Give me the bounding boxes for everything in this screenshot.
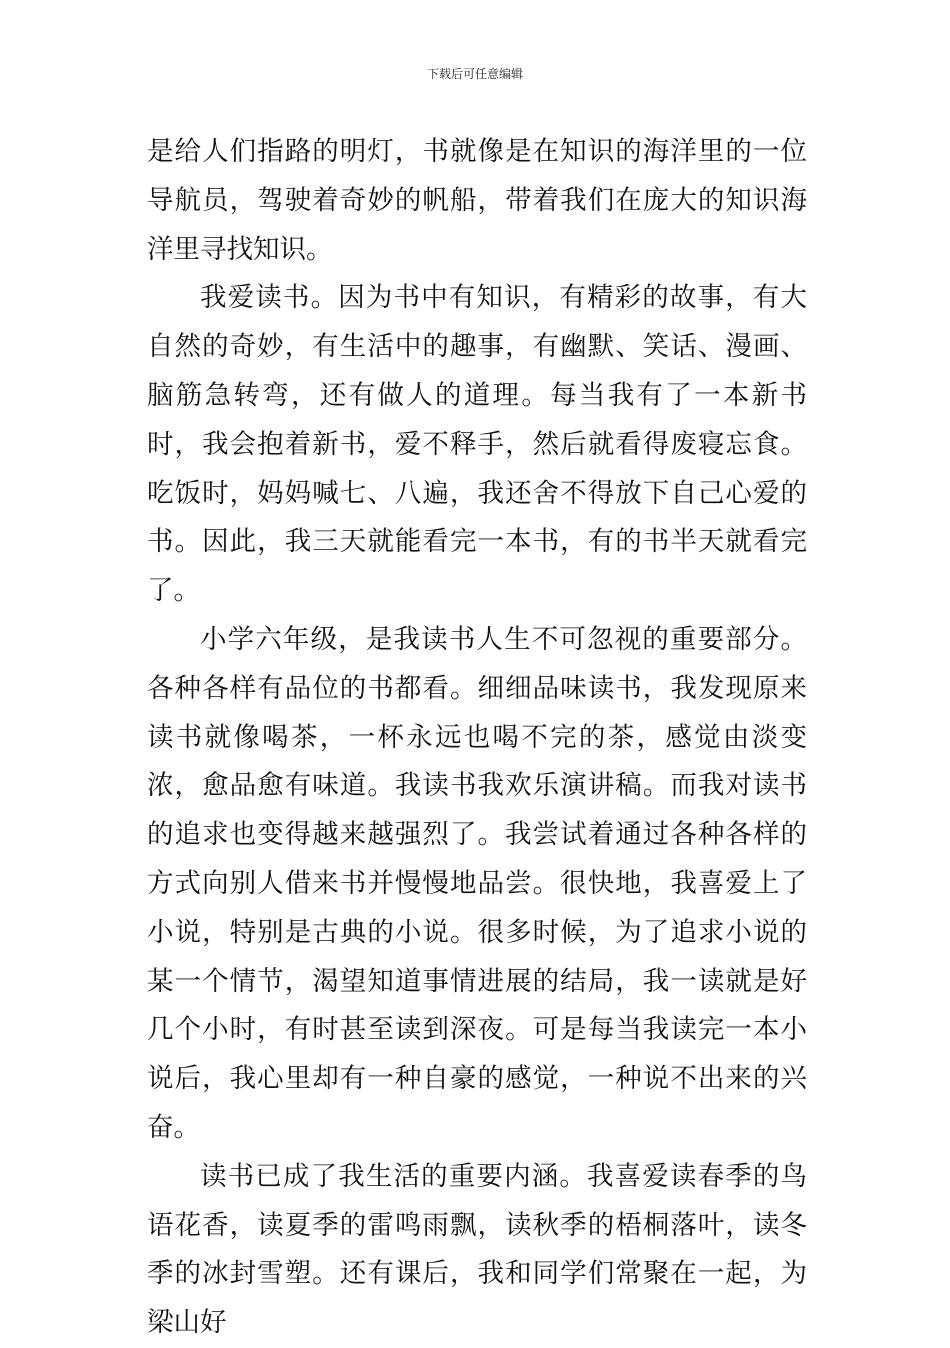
- document-body: [147, 128, 807, 1348]
- paragraph-2: 我爱读书。因为书中有知识，有精彩的故事，有大自然的奇妙，有生活中的趣事，有幽默、笑话、漫画、脑筋急转弯，还有做人的道理。每当我有了一本新书时，我会抱着新书，爱不释手，然后就看得废寝忘食。吃饭时，妈妈喊七、八遍，我还舍不得放下自己心爱的书。因此，我三天就能看完一本书，有的书半天就看完了。: [147, 282, 807, 607]
- paragraph-4: 读书已成了我生活的重要内涵。我喜爱读春季的鸟语花香，读夏季的雷鸣雨飘，读秋季的梧桐落叶，读冬季的冰封雪塑。还有课后，我和同学们常聚在一起，为梁山好: [147, 1160, 807, 1339]
- page-header: 下载后可任意编辑: [426, 67, 523, 81]
- paragraph-1: 是给人们指路的明灯，书就像是在知识的海洋里的一位导航员，驾驶着奇妙的帆船，带着我们在庞大的知识海洋里寻找知识。: [147, 136, 807, 265]
- paragraph-3: 小学六年级，是我读书人生不可忽视的重要部分。各种各样有品位的书都看。细细品味读书，我发现原来读书就像喝茶，一杯永远也喝不完的茶，感觉由淡变浓，愈品愈有味道。我读书我欢乐演讲稿。而我对读书的追求也变得越来越强烈了。我尝试着通过各种各样的方式向别人借来书并慢慢地品尝。很快地，我喜爱上了小说，特别是古典的小说。很多时候，为了追求小说的某一个情节，渴望知道事情进展的结局，我一读就是好几个小时，有时甚至读到深夜。可是每当我读完一本小说后，我心里却有一种自豪的感觉，一种说不出来的兴奋。: [147, 623, 807, 1143]
